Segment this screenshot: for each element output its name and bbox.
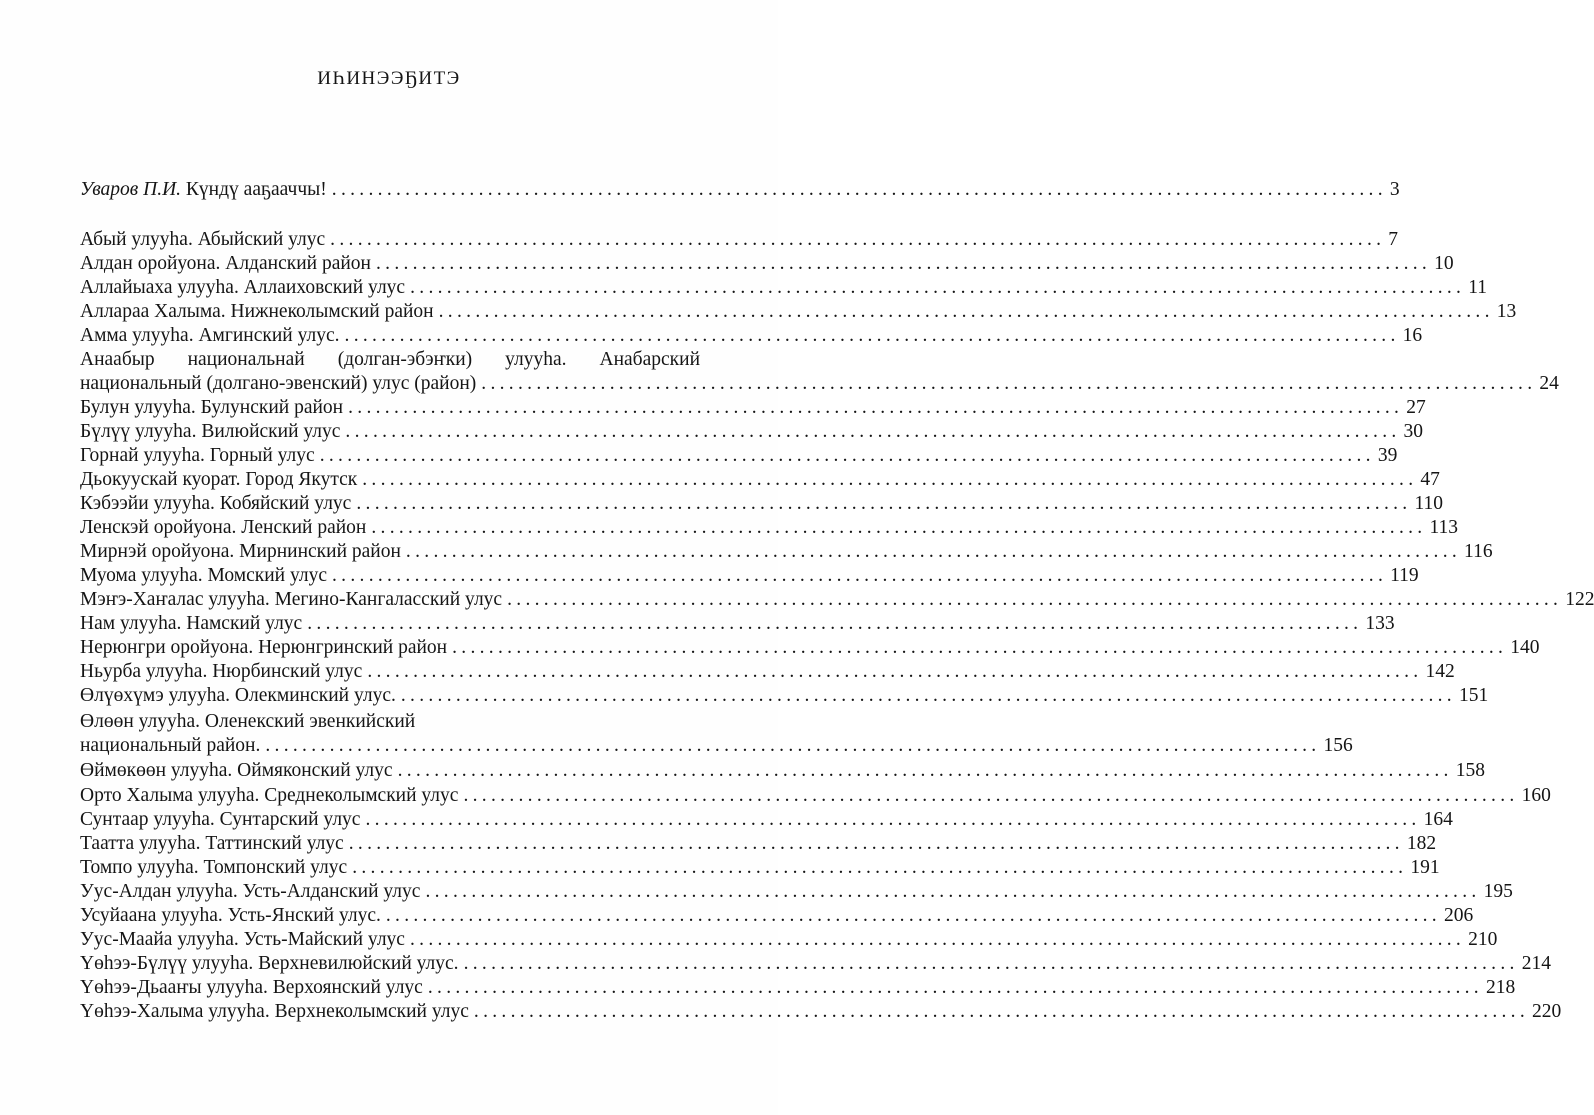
leader-dots: ................................................................................................................... (307, 613, 1363, 634)
leader-dots: ................................................................................................................... (463, 785, 1519, 806)
leader-dots: ................................................................................................................... (427, 977, 1483, 998)
entry-label: Амма улууһа. Амгинский улус. (80, 325, 340, 346)
page-number: 113 (1429, 517, 1459, 538)
toc-entry (80, 759, 1485, 783)
leader-dots: ................................................................................................................... (397, 760, 1453, 781)
leader-dots: ................................................................................................................... (345, 421, 1401, 442)
preface-author: Уваров П.И. (80, 179, 182, 200)
leader-dots: ................................................................................................................... (481, 373, 1537, 394)
entry-label: Уус-Алдан улууһа. Усть-Алданский улус (80, 881, 421, 902)
entry-label: Томпо улууһа. Томпонский улус (80, 857, 348, 878)
toc-entry (80, 660, 1455, 684)
page-number: 160 (1521, 785, 1551, 806)
entry-line-1: Анаабыр национальнай (долган-эбэҥки) улууһа. Анабарский (80, 349, 700, 370)
page-number: 206 (1443, 905, 1474, 926)
entry-label: Таатта улууһа. Таттинский улус (80, 833, 344, 854)
leader-dots: ................................................................................................................... (365, 809, 1421, 830)
leader-dots: ................................................................................................................... (375, 253, 1432, 274)
leader-dots: ................................................................................................................... (356, 493, 1412, 514)
leader-dots: ................................................................................................................... (332, 565, 1388, 586)
leader-dots: ................................................................................................................... (473, 1001, 1530, 1022)
leader-dots: ................................................................................................................... (409, 929, 1466, 950)
leader-dots: ................................................................................................................... (425, 881, 1481, 902)
page-number: 140 (1510, 637, 1540, 658)
entry-label: Горнай улууһа. Горный улус (80, 445, 315, 466)
page-number: 195 (1483, 881, 1513, 902)
page-number: 110 (1414, 493, 1443, 514)
leader-dots: ................................................................................................................... (331, 179, 1387, 200)
toc-entry (80, 468, 1440, 492)
page-number: 218 (1485, 977, 1516, 998)
entry-label: Булун улууһа. Булунский район (80, 397, 344, 418)
entry-label: Үөһээ-Бүлүү улууһа. Верхневилюйский улус. (80, 953, 459, 974)
toc-entry (80, 636, 1540, 660)
page-number: 39 (1377, 445, 1398, 466)
page-number: 13 (1496, 301, 1517, 322)
toc-entry (80, 856, 1440, 880)
entry-label: Өймөкөөн улууһа. Оймяконский улус (80, 760, 393, 781)
toc-entry (80, 880, 1513, 904)
leader-dots: ................................................................................................................... (344, 325, 1400, 346)
leader-dots: ................................................................................................................... (352, 857, 1408, 878)
page-number: 158 (1455, 760, 1485, 781)
toc-entry (80, 784, 1551, 808)
entry-label: Ньурба улууһа. Нюрбинский улус (80, 661, 363, 682)
leader-dots: ................................................................................................................... (385, 905, 1441, 926)
toc-entry (80, 1000, 1562, 1024)
entry-label: Ленскэй оройуона. Ленский район (80, 517, 367, 538)
page-title: ИҺИНЭЭҔИТЭ (317, 68, 461, 89)
entry-label: Нерюнгри оройуона. Нерюнгринский район (80, 637, 448, 658)
leader-dots: ................................................................................................................... (330, 229, 1386, 250)
leader-dots: ................................................................................................................... (452, 637, 1508, 658)
toc-entry (80, 540, 1493, 564)
toc-entry (80, 228, 1399, 252)
entry-line-1: Өлөөн улууһа. Оленекский эвенкийский (80, 711, 416, 732)
page-number: 164 (1423, 809, 1453, 830)
page-number: 210 (1468, 929, 1498, 950)
toc-entry (80, 976, 1516, 1000)
leader-dots: ................................................................................................................... (367, 661, 1423, 682)
page-number: 11 (1468, 277, 1487, 298)
toc-entry (80, 300, 1517, 324)
toc-entry (80, 808, 1453, 832)
page-number: 116 (1464, 541, 1493, 562)
leader-dots: ................................................................................................................... (410, 277, 1466, 298)
toc-entry (80, 684, 1489, 708)
leader-dots: ................................................................................................................... (405, 541, 1462, 562)
entry-label: Мирнэй оройуона. Мирнинский район (80, 541, 401, 562)
leader-dots: ................................................................................................................... (400, 685, 1456, 706)
entry-label: Сунтаар улууһа. Сунтарский улус (80, 809, 361, 830)
page-number: 182 (1406, 833, 1437, 854)
entry-label: национальный район. (80, 735, 261, 756)
page-number: 47 (1420, 469, 1440, 490)
page-number: 220 (1532, 1001, 1562, 1022)
entry-label: Уус-Маайа улууһа. Усть-Майский улус (80, 929, 405, 950)
toc-entry (80, 492, 1443, 516)
page-number: 122 (1565, 589, 1594, 610)
toc-entry (80, 324, 1423, 348)
entry-label: Үөһээ-Дьааҥы улууһа. Верхоянский улус (80, 977, 423, 998)
entry-label: Аллараа Халыма. Нижнеколымский район (80, 301, 434, 322)
page-number: 30 (1403, 421, 1424, 442)
page-number: 27 (1406, 397, 1426, 418)
preface-title: Күндү ааҕааччы! (185, 179, 327, 200)
toc-entry-preface (80, 178, 1400, 202)
entry-label: Орто Халыма улууһа. Среднеколымский улус (80, 785, 459, 806)
entry-label: Абый улууһа. Абыйский улус (80, 229, 326, 250)
toc-entry (80, 420, 1424, 444)
page-number: 133 (1365, 613, 1395, 634)
entry-label: Усуйаана улууһа. Усть-Янский улус. (80, 905, 381, 926)
page-number: 156 (1323, 735, 1353, 756)
leader-dots: ................................................................................................................... (371, 517, 1427, 538)
leader-dots: ................................................................................................................... (438, 301, 1494, 322)
leader-dots: ................................................................................................................... (463, 953, 1519, 974)
toc-entry (80, 396, 1426, 420)
toc-entry (80, 444, 1398, 468)
entry-label: Аллайыаха улууһа. Аллаиховский улус (80, 277, 406, 298)
page-number: 214 (1521, 953, 1551, 974)
toc-entry (80, 928, 1498, 952)
entry-label: Дьокуускай куорат. Город Якутск (80, 469, 358, 490)
page-number: 151 (1458, 685, 1489, 706)
toc-entry (80, 372, 1559, 396)
entry-label: Өлүөхүмэ улууһа. Олекминский улус. (80, 685, 396, 706)
leader-dots: ................................................................................................................... (265, 735, 1321, 756)
entry-label: Кэбээйи улууһа. Кобяйский улус (80, 493, 352, 514)
toc-entry (80, 612, 1395, 636)
page-number: 24 (1539, 373, 1559, 394)
page-number: 142 (1425, 661, 1455, 682)
page-number: 7 (1388, 229, 1399, 250)
page-number: 10 (1434, 253, 1454, 274)
entry-label: национальный (долгано-эвенский) улус (район) (80, 373, 477, 394)
page-number: 3 (1389, 179, 1400, 200)
toc-entry (80, 276, 1487, 300)
page-number: 119 (1390, 565, 1419, 586)
toc-entry (80, 904, 1474, 928)
toc-entry (80, 952, 1551, 976)
page-number: 16 (1402, 325, 1423, 346)
toc-entry (80, 588, 1594, 612)
page-number: 191 (1410, 857, 1440, 878)
entry-label: Нам улууһа. Намский улус (80, 613, 303, 634)
toc-entry (80, 516, 1459, 540)
leader-dots: ................................................................................................................... (362, 469, 1418, 490)
entry-label: Үөһээ-Халыма улууһа. Верхнеколымский улус (80, 1001, 469, 1022)
toc-entry (80, 832, 1437, 856)
leader-dots: ................................................................................................................... (348, 833, 1404, 854)
entry-label: Муома улууһа. Момский улус (80, 565, 327, 586)
toc-entry (80, 734, 1353, 758)
entry-label: Мэҥэ-Хаҥалас улууһа. Мегино-Кангаласский улус (80, 589, 503, 610)
entry-label: Алдан оройуона. Алданский район (80, 253, 371, 274)
leader-dots: ................................................................................................................... (348, 397, 1404, 418)
entry-label: Бүлүү улууһа. Вилюйский улус (80, 421, 341, 442)
toc-entry (80, 564, 1419, 588)
leader-dots: ................................................................................................................... (319, 445, 1375, 466)
toc-entry (80, 252, 1454, 276)
leader-dots: ................................................................................................................... (507, 589, 1563, 610)
